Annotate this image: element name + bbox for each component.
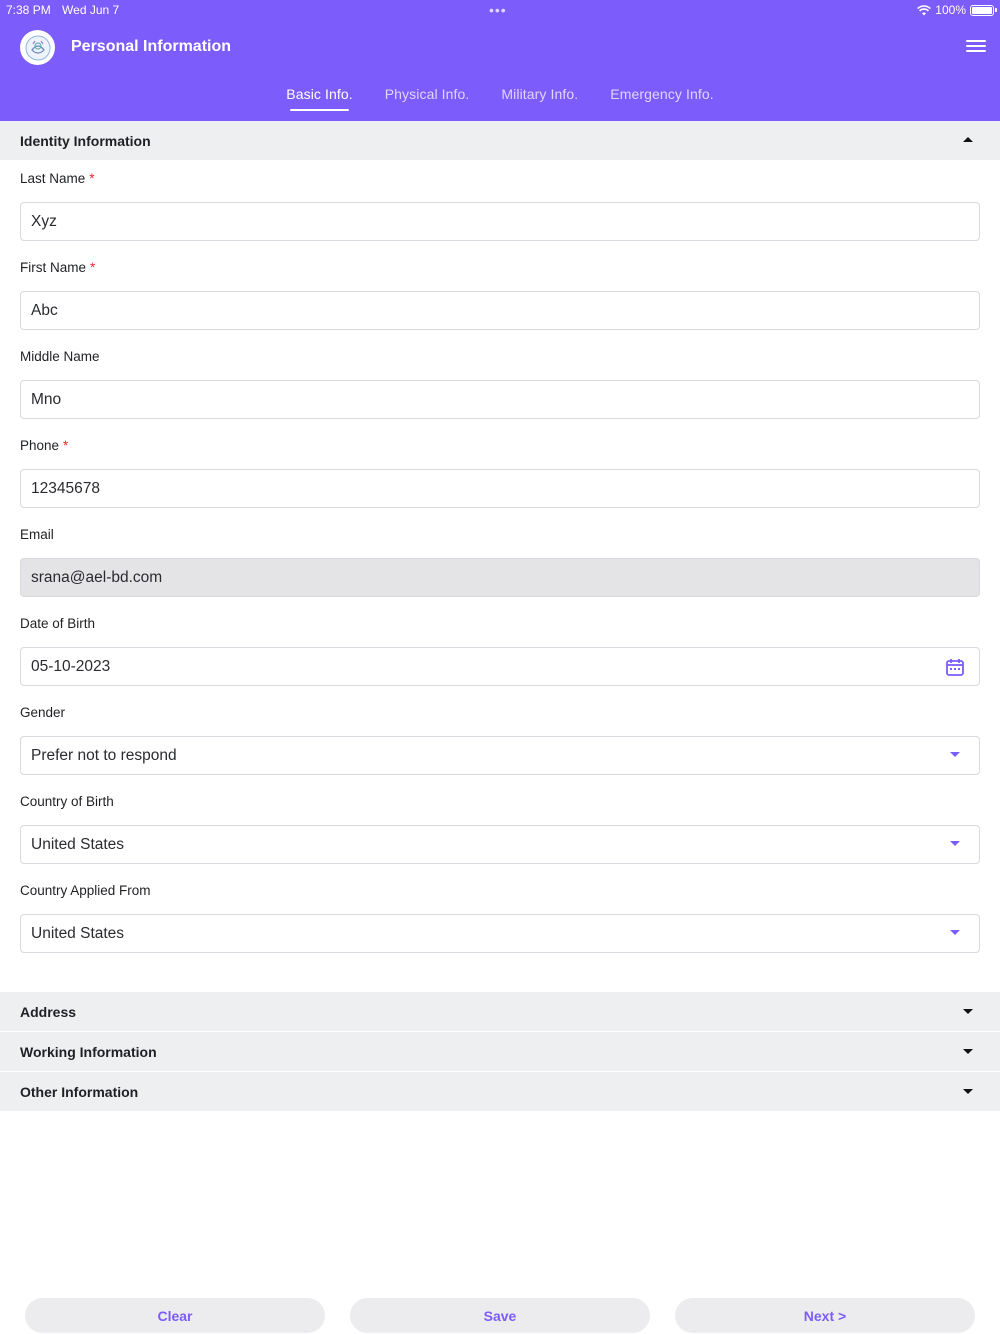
date-of-birth-field [20, 616, 980, 686]
save-button[interactable]: Save [350, 1298, 650, 1333]
hamburger-menu-icon[interactable] [966, 38, 986, 54]
app-header [0, 0, 1000, 121]
last-name-input[interactable] [20, 202, 980, 241]
input-value: 05-10-2023 [31, 657, 111, 675]
field-label: Last Name [20, 171, 86, 186]
dropdown-arrow-icon [950, 752, 960, 757]
wifi-icon [917, 5, 931, 16]
tab-physical-info[interactable]: Physical Info. [384, 86, 470, 102]
chevron-down-icon [963, 1089, 973, 1094]
status-time: 7:38 PM [6, 3, 51, 17]
required-mark: * [90, 260, 96, 275]
tab-basic-info[interactable]: Basic Info. [286, 86, 352, 108]
next-button[interactable]: Next > [675, 1298, 975, 1333]
first-name-field [20, 260, 980, 330]
tab-military-info[interactable]: Military Info. [501, 86, 579, 102]
section-title: Working Information [20, 1043, 157, 1060]
select-value: Prefer not to respond [31, 746, 177, 764]
gender-field [20, 705, 980, 775]
chevron-up-icon [963, 137, 973, 142]
field-label: Country Applied From [20, 883, 151, 898]
app-logo-icon [20, 30, 55, 65]
select-value: United States [31, 835, 125, 853]
section-title: Address [20, 1003, 77, 1020]
date-of-birth-input[interactable] [20, 647, 980, 686]
gender-select[interactable] [20, 736, 980, 775]
field-label: Country of Birth [20, 794, 114, 809]
email-field [20, 527, 980, 597]
field-label: Middle Name [20, 349, 100, 364]
field-label: Date of Birth [20, 616, 96, 631]
input-value: Abc [31, 301, 58, 319]
email-input [20, 558, 980, 597]
select-value: United States [31, 924, 125, 942]
required-mark: * [89, 171, 95, 186]
input-value: Xyz [31, 212, 57, 230]
country-of-birth-select[interactable] [20, 825, 980, 864]
section-working-information[interactable] [0, 1032, 1000, 1071]
first-name-input[interactable] [20, 291, 980, 330]
field-label: Email [20, 527, 54, 542]
input-value: Mno [31, 390, 62, 408]
middle-name-input[interactable] [20, 380, 980, 419]
section-other-information[interactable] [0, 1072, 1000, 1111]
chevron-down-icon [963, 1049, 973, 1054]
middle-name-field [20, 349, 980, 419]
field-label: Gender [20, 705, 66, 720]
section-title: Identity Information [20, 132, 151, 149]
field-label: Phone [20, 438, 60, 453]
field-label: First Name [20, 260, 87, 275]
page-title: Personal Information [71, 38, 232, 55]
country-of-birth-field [20, 794, 980, 864]
dropdown-arrow-icon [950, 930, 960, 935]
section-title: Other Information [20, 1083, 139, 1100]
country-applied-from-select[interactable] [20, 914, 980, 953]
chevron-down-icon [963, 1009, 973, 1014]
clear-button[interactable]: Clear [25, 1298, 325, 1333]
calendar-icon[interactable] [945, 657, 965, 677]
phone-input[interactable] [20, 469, 980, 508]
country-applied-from-field [20, 883, 980, 953]
last-name-field [20, 171, 980, 241]
battery-icon [970, 5, 994, 16]
status-date: Wed Jun 7 [62, 3, 120, 17]
required-mark: * [63, 438, 69, 453]
phone-field [20, 438, 980, 508]
tab-bar [0, 86, 1000, 108]
section-address[interactable] [0, 992, 1000, 1031]
input-value: 12345678 [31, 479, 100, 497]
section-identity-information[interactable] [0, 121, 1000, 160]
status-bar [0, 0, 1000, 20]
multitasking-dots[interactable]: ••• [489, 2, 507, 18]
input-value: srana@ael-bd.com [31, 568, 163, 586]
battery-percent: 100% [935, 3, 966, 17]
dropdown-arrow-icon [950, 841, 960, 846]
tab-emergency-info[interactable]: Emergency Info. [610, 86, 714, 102]
